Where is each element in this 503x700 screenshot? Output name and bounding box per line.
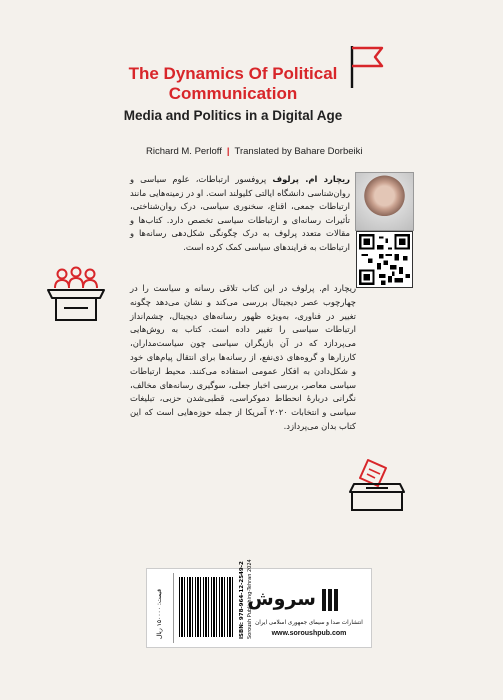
ballot-box-icon [342, 456, 412, 514]
book-title-line1: The Dynamics Of Political [128, 64, 338, 83]
isbn-number: ISBN: 978-964-12-2549-2 [239, 561, 245, 639]
byline-separator: | [226, 146, 230, 157]
publisher-caption: انتشارات صدا و سیمای جمهوری اسلامی ایران [255, 620, 363, 626]
flag-icon [344, 40, 388, 90]
byline [146, 146, 376, 157]
publisher-logo-text: سروش [247, 588, 316, 610]
price-label: قیمت: ۱۵۰۰۰۰ ریال [156, 589, 163, 639]
podium-icon [44, 264, 108, 324]
barcode [179, 577, 235, 637]
author-name: Richard M. Perloff [146, 146, 222, 157]
barcode-panel [153, 559, 253, 643]
publisher-url: www.soroushpub.com [271, 630, 347, 637]
qr-code [356, 231, 413, 288]
publisher-logo-mark [322, 589, 340, 615]
translator-name: Translated by Bahare Dorbeiki [234, 146, 363, 157]
bio-author-name: ریچارد ام. پرلوف [272, 174, 350, 184]
book-description: ریچارد ام. پرلوف در این کتاب تلاقی رسانه و سیاست را در چهارچوب عصر دیجیتال بررسی می‌کند و نشان می‌دهد چگونه تغییر در فناوری، به‌ویژه ظهور رسانه‌های دیجیتال، چشم‌انداز ارتباطات سیاسی را تغییر داده است. کتاب به روش‌هایی می‌پردازد که در آن بازیگران سیاسی چون سیاست‌مداران، کارزارها و گروه‌های ذی‌نفع، از رسانه‌ها برای انتقال پیام‌های خود و شکل‌دادن به افکار عمومی استفاده می‌کنند. محیط ارتباطات سیاسی معاصر، بررسی اخبار جعلی، سوگیری رسانه‌های مخالف، نگرانی دربارهٔ انحطاط دموکراسی، قطبی‌شدن حزبی، تبلیغات سیاسی و انتخابات ۲۰۲۰ آمریکا از جمله حوزه‌هایی است که این کتاب بدان می‌پردازد. [130, 283, 356, 431]
bio-text: پروفسور ارتباطات، علوم سیاسی و روان‌شناسی دانشگاه ایالتی کلیولند است. او در زمینه‌هایی مانند ارتباطات جمعی، اقناع، سخنوری سیاسی، درک روان‌شناختی، تأثیرات رسانه‌ای و ارتباطات سیاسی تخصص دارد. کتاب‌ها و مقالات متعدد پرلوف به درک چگونگی شکل‌دهی رسانه‌ها و ارتباطات به فرایندهای سیاسی کمک کرده است. [130, 174, 350, 252]
book-title [118, 64, 348, 104]
book-subtitle: Media and Politics in a Digital Age [123, 108, 343, 123]
author-bio [130, 173, 350, 254]
book-title-line2: Communication [168, 84, 298, 103]
imprint-line: Soroush Publishing-Tehran 2024 [247, 559, 253, 639]
price-tab [153, 573, 174, 643]
author-photo [355, 172, 414, 231]
